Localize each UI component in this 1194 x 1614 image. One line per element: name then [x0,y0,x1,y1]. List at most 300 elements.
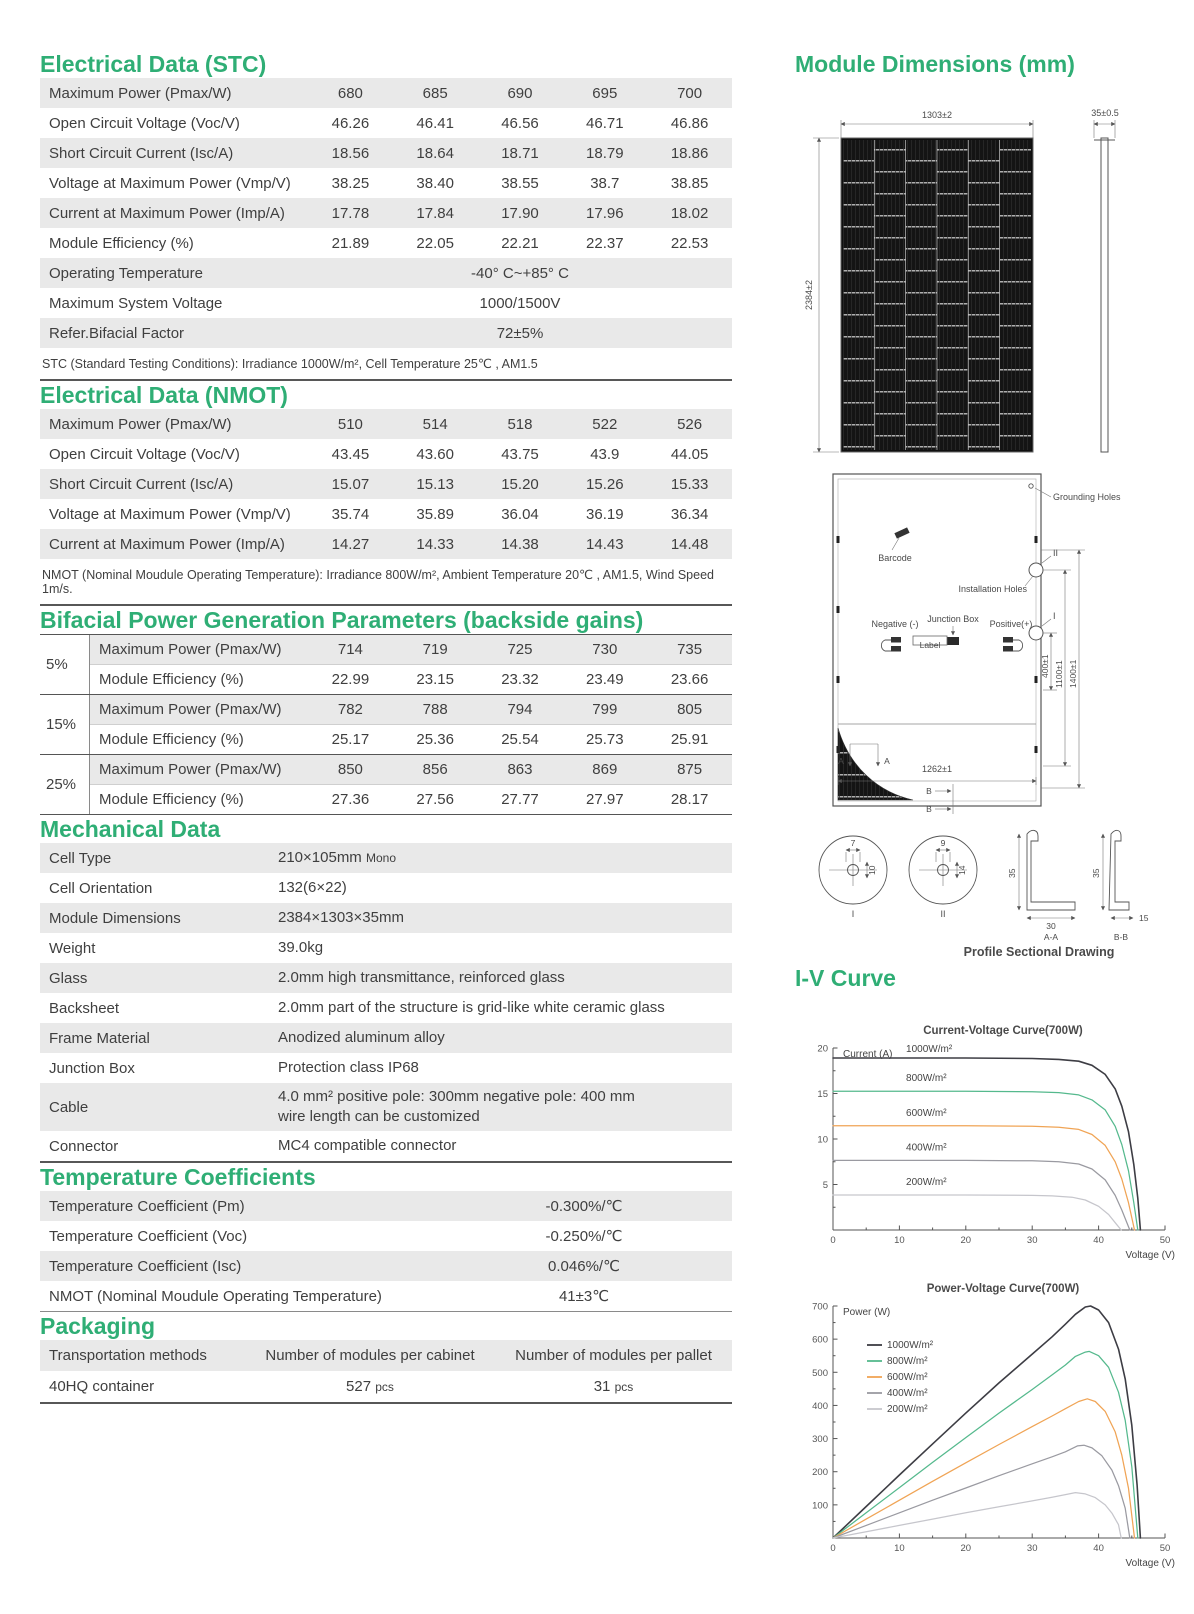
table-row [90,635,732,664]
cell-value: 38.40 [416,174,454,192]
cell-value: 23.49 [586,671,624,688]
cell-value: 22.05 [416,234,454,252]
table-row [40,409,732,439]
cell-value: 725 [507,641,533,658]
row-label: Maximum Power (Pmax/W) [49,415,232,433]
section-aa-caption: A-A [1043,932,1059,942]
cell-value: 17.84 [416,204,454,222]
packaging-table [40,1340,732,1404]
x-tick-label: 40 [1093,1543,1104,1554]
table-row [40,499,732,529]
series-label-4: 200W/m² [906,1176,947,1188]
row-value [278,1132,732,1160]
hole2-width-dim: 9 [940,838,946,848]
cell-value: 526 [677,415,703,433]
grounding-holes-label: Grounding Holes [1053,492,1121,502]
cell-value: 43.9 [590,445,620,463]
y-tick-label: 10 [817,1134,828,1146]
y-tick-label: 15 [817,1089,828,1100]
positive-pole-label: Positive(+) [989,619,1033,629]
cell-value: 869 [592,761,618,778]
x-tick-label: 10 [894,1235,905,1246]
cell-value: 685 [422,84,448,102]
table-row [90,755,732,784]
x-tick-label: 0 [830,1543,836,1554]
row-label: Cell Type [49,849,112,867]
table-row [40,1131,732,1161]
cell-value: 850 [337,761,363,778]
barcode-label: Barcode [878,553,912,563]
cell-value: 25.91 [670,731,709,748]
dim-1262: 1262±1 [922,764,952,774]
cell-value: 15.07 [331,475,370,493]
cell-value: 514 [422,415,448,433]
row-value: 41±3℃ [558,1288,610,1305]
cell-value: 44.05 [670,445,709,463]
hole-mark-i: I [1053,611,1056,621]
gain-label: 5% [40,635,90,694]
row-label: Operating Temperature [49,264,203,282]
table-footnote: STC (Standard Testing Conditions): Irradiance 1000W/m², Cell Temperature 25℃ , AM1.5 [40,348,732,381]
value-line: 210×105mm Mono [278,849,397,866]
front-width-dim: 1303±2 [922,110,952,120]
table-row [40,78,732,108]
section-title-temperature: Temperature Coefficients [40,1164,316,1190]
cell-value: 799 [592,701,618,718]
section-mark-a: A [884,756,890,766]
value-line: 2.0mm high transmittance, reinforced glass [278,969,565,986]
profile-drawing-caption: Profile Sectional Drawing [963,945,1115,959]
junction-box-icon [946,637,959,645]
cell-value: 36.04 [501,505,539,523]
table-row [40,258,732,288]
table-row [40,228,732,258]
side-thickness-dim: 35±0.5 [1091,108,1119,118]
value-unit: Mono [365,851,397,865]
value-line: 132(6×22) [278,879,347,896]
cell-value: 18.64 [416,144,454,162]
x-tick-label: 30 [1026,1543,1038,1554]
row-label: Temperature Coefficient (Voc) [49,1227,248,1245]
profile-a-height-dim: 35 [1007,868,1017,878]
y-tick-label: 200 [812,1467,828,1479]
section-title-stc: Electrical Data (STC) [40,51,267,77]
cell-value: 27.77 [501,791,539,808]
transport-method: 40HQ container [49,1378,155,1395]
table-row [90,784,732,814]
cell-value: 17.90 [501,204,539,222]
x-tick-label: 10 [894,1543,905,1554]
table-row [40,138,732,168]
row-label: Module Efficiency (%) [49,234,194,252]
row-value [278,874,732,902]
cell-value: 43.45 [331,445,370,463]
value-line: 39.0kg [278,939,324,956]
value-line: 2.0mm part of the structure is grid-like white ceramic glass [278,999,665,1016]
table-row [40,1023,732,1053]
row-label: Temperature Coefficient (Isc) [49,1257,242,1275]
cell-value: 23.66 [670,671,709,688]
row-label: Glass [49,969,88,987]
installation-holes-label: Installation Holes [958,584,1027,594]
section-title-mechanical: Mechanical Data [40,816,221,842]
cell-value: 35.89 [416,505,454,523]
series-label-0: 1000W/m² [906,1044,953,1056]
row-label: Current at Maximum Power (Imp/A) [49,535,285,553]
row-value [278,844,732,872]
cell-value: 22.21 [501,234,539,252]
x-tick-label: 40 [1093,1235,1104,1246]
cell-value: 28.17 [670,791,709,808]
unit-label: pcs [614,1380,634,1394]
y-tick-label: 20 [817,1043,828,1055]
chart-title: Current-Voltage Curve(700W) [923,1025,1083,1037]
cell-value: 36.19 [586,505,624,523]
cell-value: 38.7 [590,174,620,192]
y-tick-label: 600 [812,1334,828,1346]
table-row [40,903,732,933]
cell-value: 700 [677,84,703,102]
cell-value: 46.71 [586,114,624,132]
table-row [40,1083,732,1131]
legend-label-2: 600W/m² [887,1372,928,1383]
cell-value: 805 [677,701,703,718]
section-title-packaging: Packaging [40,1313,156,1339]
bifacial-group [40,695,732,755]
left-column [40,50,732,1404]
row-label: Open Circuit Voltage (Voc/V) [49,445,240,463]
cell-value: 27.97 [586,791,624,808]
y-tick-label: 700 [812,1301,828,1313]
row-label: Backsheet [49,999,120,1017]
cell-value: 14.48 [670,535,709,553]
section-bb-caption: B-B [1113,932,1129,942]
cell-value: 27.56 [416,791,454,808]
row-label: Junction Box [49,1059,135,1077]
row-value [278,964,732,992]
profile-b-base-dim: 15 [1139,913,1149,923]
cell-value: 15.20 [501,475,539,493]
cell-value: 875 [677,761,703,778]
table-row [40,529,732,559]
x-tick-label: 20 [960,1543,972,1554]
row-label: Voltage at Maximum Power (Vmp/V) [49,174,291,192]
dim-1100: 1100±1 [1054,660,1064,688]
legend-label-1: 800W/m² [887,1356,928,1367]
row-value [278,1083,732,1131]
table-row [40,318,732,348]
table-row [40,843,732,873]
cell-value: 22.37 [586,234,624,252]
row-value: 0.046%/℃ [548,1258,620,1275]
cell-value: 14.27 [331,535,370,553]
table-row [40,469,732,499]
cell-value: 25.54 [501,731,539,748]
row-value-span: -40° C~+85° C [471,264,569,282]
row-value [278,934,732,962]
cell-value: 17.96 [586,204,624,222]
cell-value: 46.26 [331,114,370,132]
series-line-2 [833,1126,1135,1230]
cell-value: 695 [592,84,618,102]
panel-side-view [1101,138,1108,452]
dim-400: 400±1 [1040,654,1050,678]
cell-value: 15.13 [416,475,454,493]
legend-label-0: 1000W/m² [887,1340,934,1351]
cell-value: 690 [507,84,533,102]
x-tick-label: 20 [960,1235,972,1246]
table-row [40,873,732,903]
row-label: Cable [49,1098,89,1116]
table-row [40,108,732,138]
table-row [40,168,732,198]
cell-value: 510 [337,415,363,433]
row-value-span: 72±5% [496,324,544,342]
row-label: Maximum Power (Pmax/W) [99,761,282,778]
profile-sectional-drawing [795,818,1187,960]
cell-value: 43.75 [501,445,539,463]
temperature-table [40,1191,732,1312]
unit-label: pcs [375,1380,394,1394]
y-tick-label: 300 [812,1434,828,1446]
row-label: Short Circuit Current (Isc/A) [49,475,234,493]
cell-value: 18.71 [501,144,539,162]
row-value: -0.300%/℃ [545,1198,623,1215]
cell-value: 782 [337,701,363,718]
row-label: Maximum System Voltage [49,294,223,312]
cell-value: 36.34 [670,505,709,523]
cell-value: 730 [592,641,618,658]
pv-curve-chart [795,1276,1187,1578]
cell-value: 735 [677,641,703,658]
row-label: Module Efficiency (%) [99,671,244,688]
section-title-nmot: Electrical Data (NMOT) [40,382,288,408]
packaging-header-row [40,1340,732,1371]
cell-value: 522 [592,415,618,433]
row-label: Module Efficiency (%) [99,791,244,808]
section-title-module-dimensions: Module Dimensions (mm) [795,51,1075,77]
cell-value: 18.56 [331,144,370,162]
cell-value: 25.73 [586,731,624,748]
x-axis-title: Voltage (V) [1125,1250,1175,1261]
series-label-1: 800W/m² [906,1073,947,1085]
row-label: Current at Maximum Power (Imp/A) [49,204,285,222]
cell-value: 18.86 [670,144,709,162]
cell-value: 46.56 [501,114,539,132]
series-line-1 [833,1351,1138,1538]
gain-label: 25% [40,755,90,814]
row-label: Weight [49,939,96,957]
cell-value: 46.86 [670,114,709,132]
hole2-height-dim: 14 [957,865,967,875]
row-label: Maximum Power (Pmax/W) [99,641,282,658]
table-row [40,963,732,993]
label-text: Label [919,640,941,650]
column-header: Number of modules per pallet [515,1347,712,1364]
cell-value: 23.15 [416,671,454,688]
value-line: wire length can be customized [278,1108,480,1125]
section-mark-b: B [926,786,932,796]
cell-value: 14.43 [586,535,624,553]
cell-value: 714 [337,641,363,658]
module-rear-view-drawing [795,466,1187,818]
profile-a-base-dim: 30 [1046,921,1056,931]
detail-ii-label: II [940,909,946,919]
hole-mark-ii: II [1053,548,1059,558]
nmot-table [40,409,732,606]
modules-per-cabinet: 527 pcs [346,1378,394,1395]
table-row [90,724,732,754]
table-row [40,439,732,469]
series-line-2 [833,1399,1135,1538]
bifacial-rows [90,635,732,694]
cell-value: 46.41 [416,114,454,132]
cell-value: 43.60 [416,445,454,463]
row-value: -0.250%/℃ [545,1228,623,1245]
frame-profile-aa [1027,830,1075,910]
row-label: NMOT (Nominal Moudule Operating Temperature) [49,1287,382,1305]
cell-value: 18.02 [670,204,709,222]
series-line-4 [833,1493,1121,1538]
iv-curve-chart [795,1018,1187,1268]
y-tick-label: 500 [812,1367,828,1379]
mechanical-table [40,843,732,1163]
value-line: 4.0 mm² positive pole: 300mm negative pole: 400 mm [278,1088,635,1105]
value-line: MC4 compatible connector [278,1137,457,1154]
chart-title: Power-Voltage Curve(700W) [926,1283,1080,1295]
row-label: Module Efficiency (%) [99,731,244,748]
row-value [278,904,732,932]
cell-value: 25.17 [331,731,370,748]
x-axis-title: Voltage (V) [1125,1558,1175,1569]
table-row [40,993,732,1023]
y-axis-title: Power (W) [843,1307,891,1318]
cell-value: 38.85 [670,174,709,192]
row-value [278,1024,732,1052]
x-tick-label: 30 [1026,1235,1038,1246]
profile-b-height-dim: 35 [1091,868,1101,878]
table-row [40,288,732,318]
row-label: Temperature Coefficient (Pm) [49,1197,245,1215]
row-label: Maximum Power (Pmax/W) [49,84,232,102]
row-value-span: 1000/1500V [479,294,561,312]
y-tick-label: 5 [822,1180,828,1191]
cell-value: 719 [422,641,448,658]
hole1-height-dim: 10 [867,865,877,875]
cell-value: 22.99 [331,671,370,688]
row-label: Connector [49,1137,119,1155]
column-header: Number of modules per cabinet [265,1347,475,1364]
x-tick-label: 50 [1159,1235,1171,1246]
module-front-view-drawing [795,94,1187,466]
cell-value: 17.78 [331,204,370,222]
value-line: 2384×1303×35mm [278,909,404,926]
cell-value: 788 [422,701,448,718]
table-row [90,664,732,694]
table-row [40,933,732,963]
detail-i-label: I [851,909,855,919]
cell-value: 21.89 [331,234,370,252]
right-column [795,50,1187,1578]
gain-label: 15% [40,695,90,754]
table-row [40,1251,732,1281]
table-footnote: NMOT (Nominal Moudule Operating Temperature): Irradiance 800W/m², Ambient Temperature 20℃ , AM1.5, Wind Speed 1m/s. [40,559,732,606]
stc-table [40,78,732,381]
row-value [278,1054,732,1082]
packaging-data-row [40,1371,732,1402]
cell-value: 14.38 [501,535,539,553]
modules-per-pallet: 31 pcs [593,1378,634,1395]
frame-profile-bb [1109,830,1129,910]
cell-value: 35.74 [331,505,370,523]
cell-value: 23.32 [501,671,539,688]
table-row [40,1191,732,1221]
row-label: Cell Orientation [49,879,153,897]
series-label-2: 600W/m² [906,1107,947,1119]
bifacial-rows [90,755,732,814]
section-mark-b: B [926,804,932,814]
hole1-width-dim: 7 [850,838,856,848]
column-header: Transportation methods [49,1347,207,1364]
row-label: Refer.Bifacial Factor [49,324,185,342]
x-tick-label: 0 [830,1235,836,1246]
table-row [40,1053,732,1083]
series-line-3 [833,1445,1130,1538]
x-tick-label: 50 [1159,1543,1171,1554]
row-label: Maximum Power (Pmax/W) [99,701,282,718]
cell-value: 18.79 [586,144,624,162]
series-line-4 [833,1195,1121,1230]
cell-value: 22.53 [670,234,709,252]
value-line: Protection class IP68 [278,1059,419,1076]
row-label: Frame Material [49,1029,150,1047]
cell-value: 27.36 [331,791,370,808]
cell-value: 794 [507,701,533,718]
cell-value: 14.33 [416,535,454,553]
row-value [278,994,732,1022]
bifacial-rows [90,695,732,754]
row-label: Voltage at Maximum Power (Vmp/V) [49,505,291,523]
cell-value: 15.26 [586,475,624,493]
y-tick-label: 100 [812,1500,828,1512]
table-row [40,198,732,228]
y-tick-label: 400 [812,1400,828,1412]
row-label: Short Circuit Current (Isc/A) [49,144,234,162]
junction-box-label: Junction Box [927,614,979,624]
bifacial-group [40,635,732,695]
section-title-bifacial: Bifacial Power Generation Parameters (backside gains) [40,607,644,633]
table-row [40,1221,732,1251]
negative-pole-label: Negative (-) [871,619,919,629]
front-height-dim: 2384±2 [804,280,814,310]
dim-1400: 1400±1 [1068,659,1078,688]
cell-value: 25.36 [416,731,454,748]
cell-value: 518 [507,415,533,433]
section-mark-a: A [838,756,844,766]
cell-value: 38.25 [331,174,370,192]
legend-label-4: 200W/m² [887,1404,928,1415]
cell-value: 680 [337,84,363,102]
y-axis-title: Current (A) [843,1049,893,1060]
installation-hole-icon [1029,563,1043,577]
legend-label-3: 400W/m² [887,1388,928,1399]
series-label-3: 400W/m² [906,1142,947,1154]
row-label: Open Circuit Voltage (Voc/V) [49,114,240,132]
table-row [90,695,732,724]
cell-value: 856 [422,761,448,778]
row-label: Module Dimensions [49,909,181,927]
cell-value: 38.55 [501,174,539,192]
